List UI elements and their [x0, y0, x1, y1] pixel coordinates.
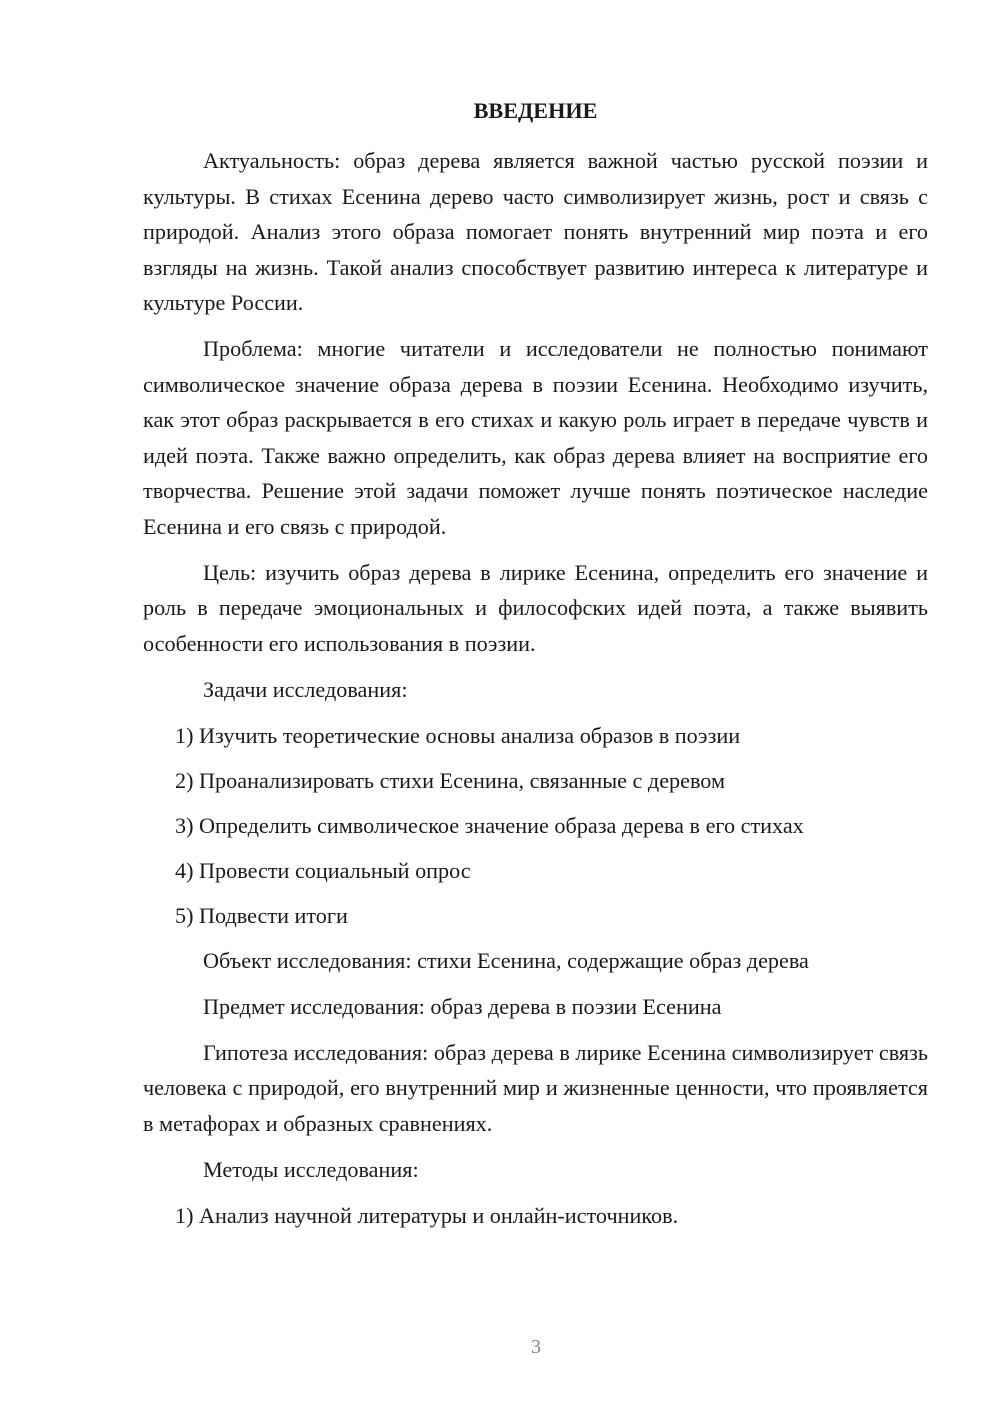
tasks-heading: Задачи исследования: — [203, 676, 408, 702]
hypothesis-paragraph: Гипотеза исследования: образ дерева в лирике Есенина символизирует связь человека с природой, его внутренний мир и жизненные ценности, что проявляется в метафорах и образных сравнениях. — [143, 1039, 928, 1136]
methods-heading: Методы исследования: — [203, 1156, 419, 1182]
page-number: 3 — [531, 1336, 541, 1358]
research-subject: Предмет исследования: образ дерева в поэзии Есенина — [203, 993, 722, 1019]
task-item: 4) Провести социальный опрос — [175, 857, 471, 883]
task-item: 2) Проанализировать стихи Есенина, связанные с деревом — [175, 767, 726, 793]
task-item: 5) Подвести итоги — [175, 902, 348, 928]
document-page — [143, 96, 928, 1243]
relevance-paragraph: Актуальность: образ дерева является важной частью русской поэзии и культуры. В стихах Есенина дерево часто символизирует жизнь, рост и связь с природой. Анализ этого образа помогает понять внутренний мир поэта и его взгляды на жизнь. Такой анализ способствует развитию интереса к литературе и культуре России. — [143, 148, 928, 315]
method-item: 1) Анализ научной литературы и онлайн-источников. — [175, 1202, 679, 1228]
task-item: 3) Определить символическое значение образа дерева в его стихах — [175, 812, 804, 838]
research-object: Объект исследования: стихи Есенина, содержащие образ дерева — [203, 947, 809, 973]
task-item: 1) Изучить теоретические основы анализа образов в поэзии — [175, 722, 741, 748]
problem-paragraph: Проблема: многие читатели и исследователи не полностью понимают символическое значение образа дерева в поэзии Есенина. Необходимо изучить, как этот образ раскрывается в его стихах и какую роль играет в передаче чувств и идей поэта. Также важно определить, как образ дерева влияет на восприятие его творчества. Решение этой задачи поможет лучше понять поэтическое наследие Есенина и его связь с природой. — [143, 336, 928, 539]
section-title: ВВЕДЕНИЕ — [473, 98, 598, 123]
goal-paragraph: Цель: изучить образ дерева в лирике Есенина, определить его значение и роль в передаче эмоциональных и философских идей поэта, а также выявить особенности его использования в поэзии. — [143, 559, 928, 656]
